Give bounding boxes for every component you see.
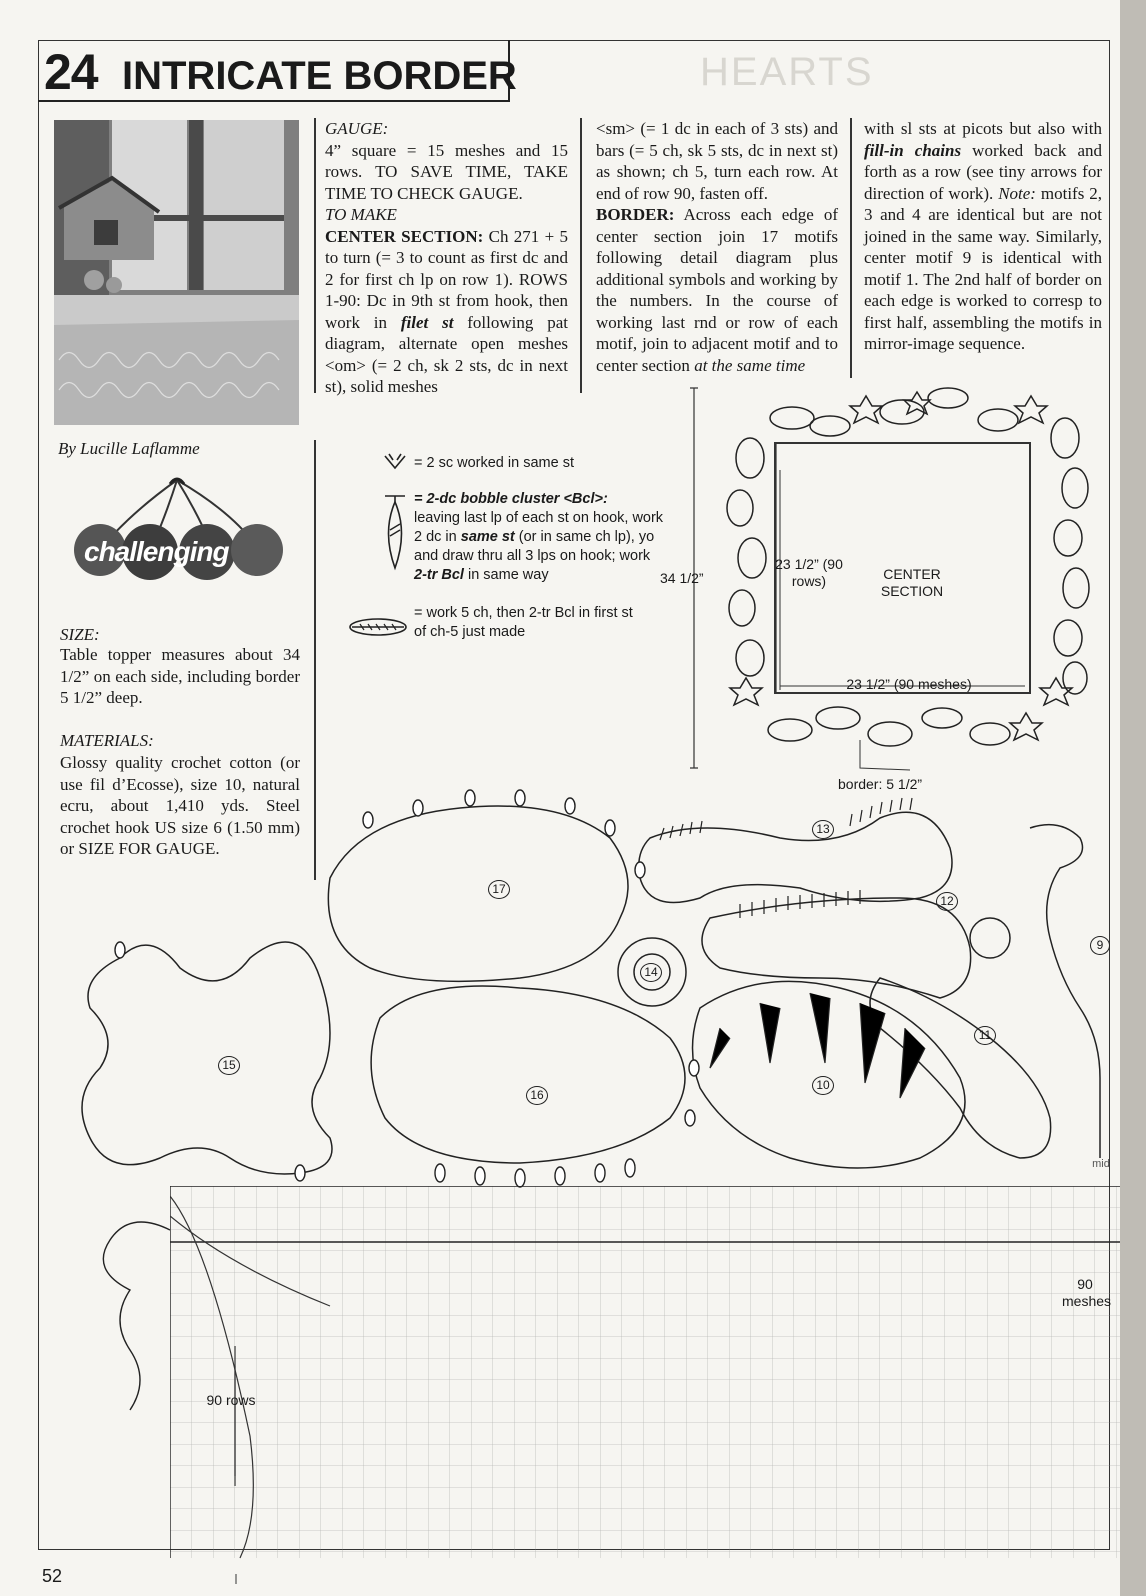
bobble-desc-a: leaving last lp of each st on hook, work 2 dc in	[414, 510, 664, 545]
partial-label: mid	[1092, 1158, 1110, 1170]
rows-dimension-line	[232, 1366, 242, 1486]
motif-number-12: 12	[936, 892, 958, 911]
pattern-title: INTRICATE BORDER	[122, 54, 517, 98]
border-heading: BORDER:	[596, 205, 675, 224]
border-text-body: Across each edge of center section join 17 motifs following detail diagram plus additional symbols and working by the numbers. In the course of working last rnd or row of each motif, join to adjacent motif and to center section	[596, 205, 838, 375]
notes-text-1: with sl sts at picots but also with	[864, 119, 1102, 138]
same-time-term: at the same time	[694, 355, 806, 375]
border-detail-diagram	[0, 778, 1120, 1198]
grid-baseline	[0, 1574, 1100, 1584]
gauge-heading: GAUGE:	[325, 119, 389, 138]
size-heading: SIZE:	[60, 625, 100, 644]
meshes-label: 90 meshes	[1062, 1276, 1112, 1309]
column-divider	[580, 118, 582, 393]
bobble-desc	[414, 509, 664, 585]
project-photo	[54, 120, 299, 425]
center-text-1: Ch 271 + 5 to turn (= 3 to count as first dc and 2 for first ch lp on row 1). ROWS 1-90: Dc in 9th st from hook, then work in	[325, 226, 568, 332]
fill-in-term: fill-in chains	[864, 140, 962, 160]
picot-symbol-icon	[346, 612, 410, 642]
column-border-text	[596, 118, 838, 376]
motif-number-14: 14	[640, 963, 662, 982]
difficulty-badge-icon	[72, 472, 292, 587]
motif-number-13: 13	[812, 820, 834, 839]
materials-heading: MATERIALS:	[60, 731, 154, 750]
center-section-text	[325, 226, 568, 398]
center-meshes-label: 23 1/2” (90 meshes)	[846, 676, 972, 692]
border-text	[596, 204, 838, 376]
motif-number-17: 17	[488, 880, 510, 899]
motif-number-11: 11	[974, 1026, 996, 1045]
motif-number-9: 9	[1090, 936, 1110, 955]
meshes-text: <sm> (= 1 dc in each of 3 sts) and bars (= 5 ch, sk 5 sts, dc in next st) as shown; ch 5, turn each row. At end of row 90, fasten off.	[596, 119, 838, 203]
to-make-heading: TO MAKE	[325, 205, 397, 224]
grid-edge-motif	[70, 1210, 190, 1420]
binding-edge	[1120, 0, 1146, 1596]
photo-illustration	[54, 120, 299, 425]
border-depth-label: border: 5 1/2”	[838, 776, 923, 792]
center-text-2: following pat diagram, alternate open meshes <om> (= 2 ch, sk 2 sts, dc in next st), solid meshes	[325, 312, 568, 396]
center-rows-label: 23 1/2” (90 rows)	[775, 556, 843, 589]
legend-item-sc: = 2 sc worked in same st	[414, 455, 574, 471]
rows-label: 90 rows	[206, 1392, 256, 1408]
two-sc-symbol-icon	[380, 452, 410, 472]
bobble-desc-b: (or in same ch lp), yo and draw thru all 3 lps on hook; work	[414, 529, 655, 564]
bobble-tr-bcl: 2-tr Bcl	[414, 567, 464, 583]
center-section-label: CENTER SECTION	[880, 566, 944, 599]
notes-text-2: worked back and forth as a row (see tiny arrows for direction of work).	[864, 140, 1103, 203]
motif-number-10: 10	[812, 1076, 834, 1095]
difficulty-label: challenging	[84, 536, 229, 567]
bobble-title: = 2-dc bobble cluster <Bcl>:	[414, 491, 608, 507]
bobble-cluster-symbol-icon	[380, 492, 410, 572]
bobble-same-st: same st	[460, 529, 515, 545]
materials-text: Glossy quality crochet cotton (or use fil d’Ecosse), size 10, natural ecru, about 1,410 yds. Steel crochet hook US size 6 (1.50 mm) or SIZE FOR GAUGE.	[60, 753, 300, 858]
filet-grid-chart	[170, 1186, 1120, 1566]
column-gauge	[325, 118, 568, 398]
motif-number-15: 15	[218, 1056, 240, 1075]
column-divider	[314, 118, 316, 393]
filet-term: filet st	[400, 312, 454, 332]
bobble-desc-c: in same way	[463, 567, 549, 583]
designer-credit: By Lucille Laflamme	[58, 439, 200, 458]
column-notes	[864, 118, 1102, 355]
overall-size-label: 34 1/2”	[660, 570, 704, 586]
column-divider	[850, 118, 852, 378]
notes-text-3: motifs 2, 3 and 4 are identical but are not joined in the same way. Similarly, center motif 9 is identical with motif 1. The 2nd half of border on each edge is worked to corresp to first half, assembling the motifs in mirror-image sequence.	[864, 183, 1102, 353]
note-label: Note:	[998, 183, 1036, 203]
size-text: Table topper measures about 34 1/2” on each side, including border 5 1/2” deep.	[60, 645, 300, 707]
legend-item-picot: = work 5 ch, then 2-tr Bcl in first st of ch-5 just made	[414, 605, 633, 640]
notes-text	[864, 118, 1102, 355]
legend-item-bobble	[414, 490, 664, 585]
page-number: 52	[42, 1566, 63, 1586]
center-section-heading: CENTER SECTION:	[325, 226, 484, 246]
gauge-text: 4” square = 15 meshes and 15 rows. TO SAVE TIME, TAKE TIME TO CHECK GAUGE.	[325, 140, 568, 203]
ghost-text: HEARTS	[700, 50, 874, 94]
motif-number-16: 16	[526, 1086, 548, 1105]
pattern-number: 24	[44, 44, 98, 100]
